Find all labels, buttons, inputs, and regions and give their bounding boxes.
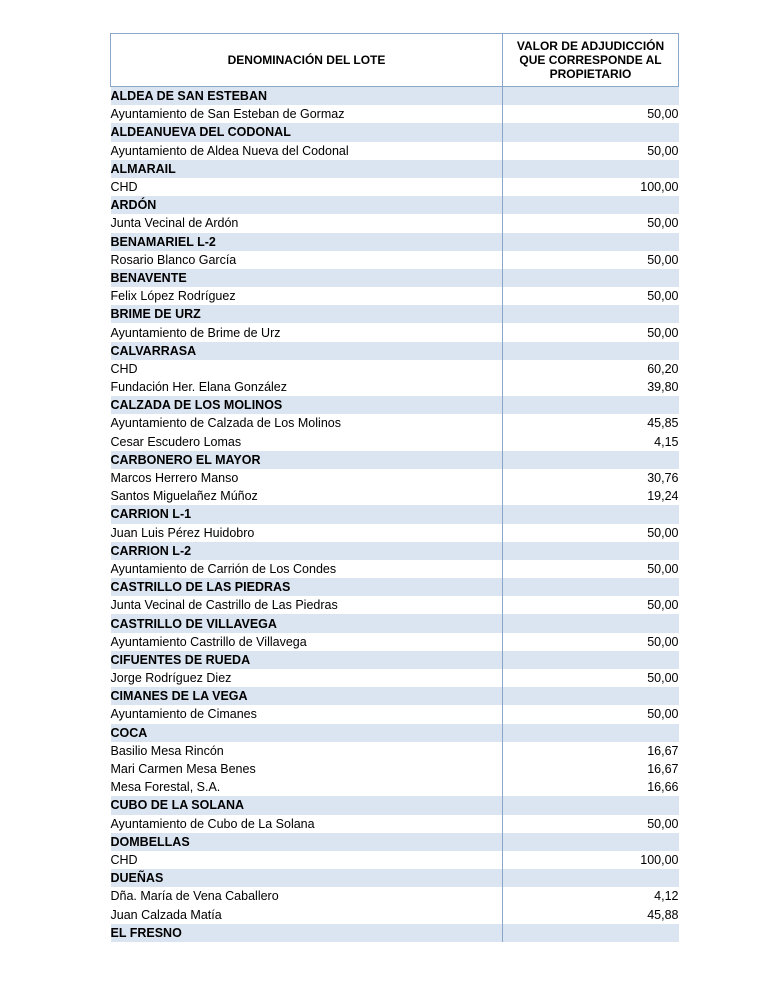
lot-row <box>111 542 679 560</box>
lot-row <box>111 396 679 414</box>
owner-name: Mari Carmen Mesa Benes <box>111 760 503 778</box>
owner-name: Cesar Escudero Lomas <box>111 433 503 451</box>
lot-row <box>111 869 679 887</box>
owner-row <box>111 760 679 778</box>
owner-value: 60,20 <box>503 360 679 378</box>
owner-row <box>111 487 679 505</box>
lot-name: CARRION L-1 <box>111 505 503 523</box>
lot-name: CASTRILLO DE VILLAVEGA <box>111 614 503 632</box>
lot-row <box>111 160 679 178</box>
owner-name: Fundación Her. Elana González <box>111 378 503 396</box>
owner-name: CHD <box>111 178 503 196</box>
lot-row <box>111 342 679 360</box>
owner-row <box>111 433 679 451</box>
owner-row <box>111 214 679 232</box>
owner-value: 50,00 <box>503 105 679 123</box>
owner-row <box>111 178 679 196</box>
lot-value-empty <box>503 651 679 669</box>
lot-name: ARDÓN <box>111 196 503 214</box>
owner-value: 50,00 <box>503 560 679 578</box>
owner-name: CHD <box>111 360 503 378</box>
lot-value-empty <box>503 724 679 742</box>
owner-row <box>111 414 679 432</box>
owner-name: Ayuntamiento de Aldea Nueva del Codonal <box>111 142 503 160</box>
owner-name: Ayuntamiento Castrillo de Villavega <box>111 633 503 651</box>
lot-value-empty <box>503 796 679 814</box>
table-header-row <box>111 34 679 87</box>
lot-name: BENAVENTE <box>111 269 503 287</box>
owner-value: 39,80 <box>503 378 679 396</box>
lot-row <box>111 614 679 632</box>
adjudication-table <box>110 33 679 942</box>
owner-value: 50,00 <box>503 596 679 614</box>
lot-value-empty <box>503 87 679 106</box>
owner-value: 50,00 <box>503 633 679 651</box>
lot-row <box>111 233 679 251</box>
owner-row <box>111 323 679 341</box>
lot-name: CIFUENTES DE RUEDA <box>111 651 503 669</box>
owner-value: 30,76 <box>503 469 679 487</box>
owner-row <box>111 469 679 487</box>
lot-value-empty <box>503 233 679 251</box>
owner-row <box>111 815 679 833</box>
owner-name: Rosario Blanco García <box>111 251 503 269</box>
lot-name: EL FRESNO <box>111 924 503 942</box>
owner-row <box>111 851 679 869</box>
owner-name: Juan Luis Pérez Huidobro <box>111 524 503 542</box>
lot-name: CARBONERO EL MAYOR <box>111 451 503 469</box>
lot-value-empty <box>503 160 679 178</box>
owner-name: Ayuntamiento de Cimanes <box>111 705 503 723</box>
lot-value-empty <box>503 614 679 632</box>
lot-name: BRIME DE URZ <box>111 305 503 323</box>
owner-row <box>111 742 679 760</box>
lot-value-empty <box>503 305 679 323</box>
owner-row <box>111 251 679 269</box>
owner-value: 50,00 <box>503 214 679 232</box>
header-lote: DENOMINACIÓN DEL LOTE <box>111 34 503 87</box>
owner-value: 50,00 <box>503 524 679 542</box>
owner-name: Ayuntamiento de Carrión de Los Condes <box>111 560 503 578</box>
lot-name: BENAMARIEL L-2 <box>111 233 503 251</box>
lot-row <box>111 451 679 469</box>
owner-value: 50,00 <box>503 815 679 833</box>
owner-name: Junta Vecinal de Castrillo de Las Piedras <box>111 596 503 614</box>
owner-name: CHD <box>111 851 503 869</box>
header-valor: VALOR DE ADJUDICCIÓN QUE CORRESPONDE AL PROPIETARIO <box>503 34 679 87</box>
lot-value-empty <box>503 687 679 705</box>
lot-name: CALVARRASA <box>111 342 503 360</box>
owner-name: Marcos Herrero Manso <box>111 469 503 487</box>
lot-row <box>111 123 679 141</box>
owner-row <box>111 905 679 923</box>
owner-value: 16,67 <box>503 760 679 778</box>
lot-value-empty <box>503 542 679 560</box>
owner-name: Basilio Mesa Rincón <box>111 742 503 760</box>
owner-name: Santos Miguelañez Múñoz <box>111 487 503 505</box>
lot-name: CALZADA DE LOS MOLINOS <box>111 396 503 414</box>
owner-name: Ayuntamiento de Cubo de La Solana <box>111 815 503 833</box>
owner-name: Jorge Rodríguez Diez <box>111 669 503 687</box>
owner-row <box>111 560 679 578</box>
lot-row <box>111 269 679 287</box>
owner-value: 50,00 <box>503 142 679 160</box>
lot-name: DOMBELLAS <box>111 833 503 851</box>
owner-row <box>111 669 679 687</box>
lot-name: CASTRILLO DE LAS PIEDRAS <box>111 578 503 596</box>
owner-row <box>111 778 679 796</box>
owner-row <box>111 378 679 396</box>
lot-value-empty <box>503 833 679 851</box>
lot-row <box>111 924 679 942</box>
owner-value: 4,12 <box>503 887 679 905</box>
owner-name: Felix López Rodríguez <box>111 287 503 305</box>
owner-value: 50,00 <box>503 705 679 723</box>
lot-row <box>111 196 679 214</box>
lot-row <box>111 305 679 323</box>
owner-value: 50,00 <box>503 251 679 269</box>
lot-name: ALMARAIL <box>111 160 503 178</box>
owner-row <box>111 287 679 305</box>
owner-row <box>111 633 679 651</box>
lot-row <box>111 651 679 669</box>
lot-name: CARRION L-2 <box>111 542 503 560</box>
owner-name: Juan Calzada Matía <box>111 905 503 923</box>
table-body <box>111 87 679 942</box>
owner-name: Ayuntamiento de Calzada de Los Molinos <box>111 414 503 432</box>
owner-name: Ayuntamiento de Brime de Urz <box>111 323 503 341</box>
owner-value: 16,67 <box>503 742 679 760</box>
lot-name: ALDEANUEVA DEL CODONAL <box>111 123 503 141</box>
owner-value: 50,00 <box>503 669 679 687</box>
lot-row <box>111 687 679 705</box>
lot-name: CIMANES DE LA VEGA <box>111 687 503 705</box>
lot-row <box>111 578 679 596</box>
owner-row <box>111 596 679 614</box>
lot-value-empty <box>503 123 679 141</box>
owner-name: Ayuntamiento de San Esteban de Gormaz <box>111 105 503 123</box>
lot-value-empty <box>503 924 679 942</box>
lot-row <box>111 87 679 106</box>
owner-name: Mesa Forestal, S.A. <box>111 778 503 796</box>
lot-value-empty <box>503 342 679 360</box>
owner-name: Dña. María de Vena Caballero <box>111 887 503 905</box>
lot-row <box>111 833 679 851</box>
lot-value-empty <box>503 505 679 523</box>
owner-value: 100,00 <box>503 178 679 196</box>
lot-value-empty <box>503 196 679 214</box>
lot-row <box>111 796 679 814</box>
owner-row <box>111 360 679 378</box>
owner-row <box>111 887 679 905</box>
owner-value: 45,85 <box>503 414 679 432</box>
owner-name: Junta Vecinal de Ardón <box>111 214 503 232</box>
lot-name: CUBO DE LA SOLANA <box>111 796 503 814</box>
owner-row <box>111 142 679 160</box>
owner-row <box>111 105 679 123</box>
lot-name: COCA <box>111 724 503 742</box>
lot-value-empty <box>503 578 679 596</box>
owner-value: 50,00 <box>503 287 679 305</box>
owner-value: 19,24 <box>503 487 679 505</box>
owner-value: 50,00 <box>503 323 679 341</box>
owner-value: 4,15 <box>503 433 679 451</box>
owner-row <box>111 705 679 723</box>
lot-row <box>111 505 679 523</box>
lot-name: DUEÑAS <box>111 869 503 887</box>
lot-name: ALDEA DE SAN ESTEBAN <box>111 87 503 106</box>
owner-value: 45,88 <box>503 905 679 923</box>
lot-value-empty <box>503 869 679 887</box>
owner-value: 100,00 <box>503 851 679 869</box>
lot-value-empty <box>503 396 679 414</box>
lot-row <box>111 724 679 742</box>
owner-row <box>111 524 679 542</box>
lot-value-empty <box>503 269 679 287</box>
owner-value: 16,66 <box>503 778 679 796</box>
lot-value-empty <box>503 451 679 469</box>
